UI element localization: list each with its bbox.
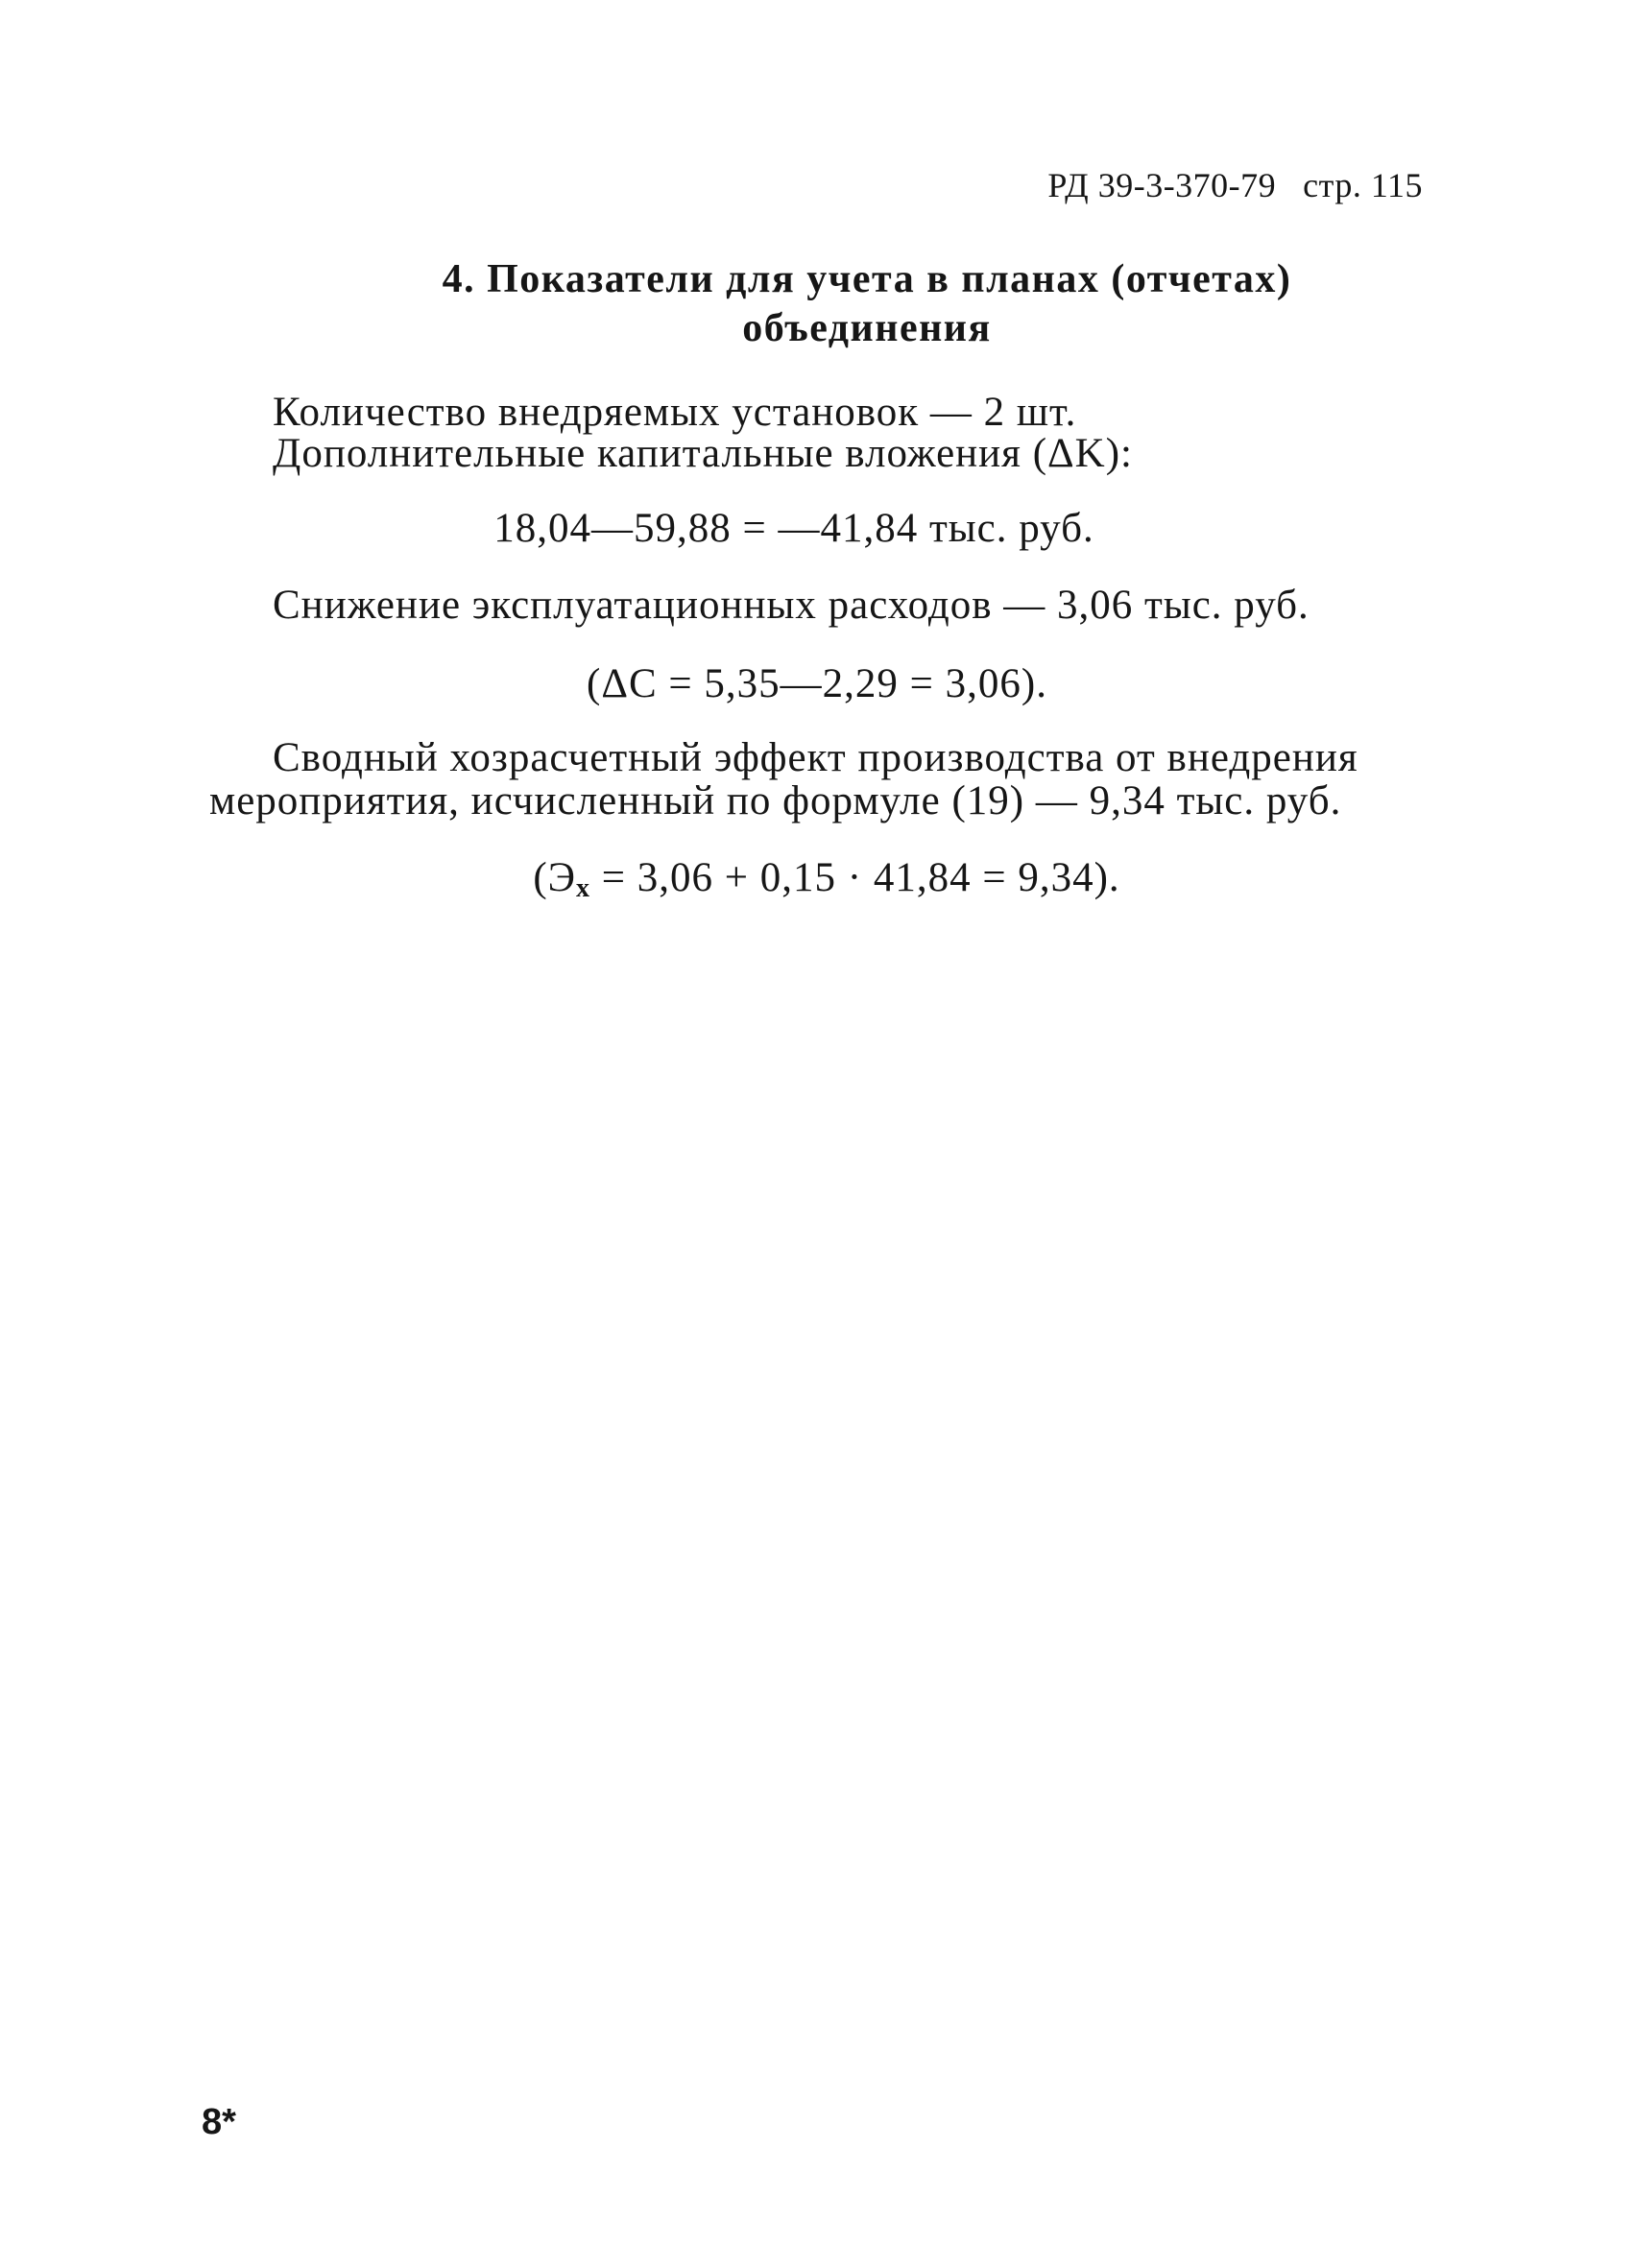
page-number: стр. 115 [1303,166,1423,204]
capital-investment-formula: 18,04—59,88 = —41,84 тыс. руб. [493,506,1094,551]
signature-mark: 8* [202,2102,236,2142]
document-code: РД 39-3-370-79 [1047,166,1277,204]
section-title-line-2: объединения [742,306,992,350]
effect-formula-prefix: (Э [533,855,577,900]
effect-formula-subscript: x [576,873,591,903]
installations-count: Количество внедряемых установок — 2 шт. [273,390,1077,435]
effect-text-line-1: Сводный хозрасчетный эффект производства от внедрения [273,735,1358,780]
section-title-line-1: 4. Показатели для учета в планах (отчетах) [442,257,1292,301]
capital-investment-label: Дополнительные капитальные вложения (ΔK): [273,431,1134,476]
expense-reduction-formula: (ΔC = 5,35—2,29 = 3,06). [587,661,1047,706]
effect-formula [10,854,1634,904]
effect-formula-rest: = 3,06 + 0,15 · 41,84 = 9,34). [590,855,1120,900]
page-header [1047,165,1423,205]
expense-reduction: Снижение эксплуатационных расходов — 3,06 тыс. руб. [273,583,1310,628]
effect-text-line-2: мероприятия, исчисленный по формуле (19) — 9,34 тыс. руб. [209,778,1342,824]
